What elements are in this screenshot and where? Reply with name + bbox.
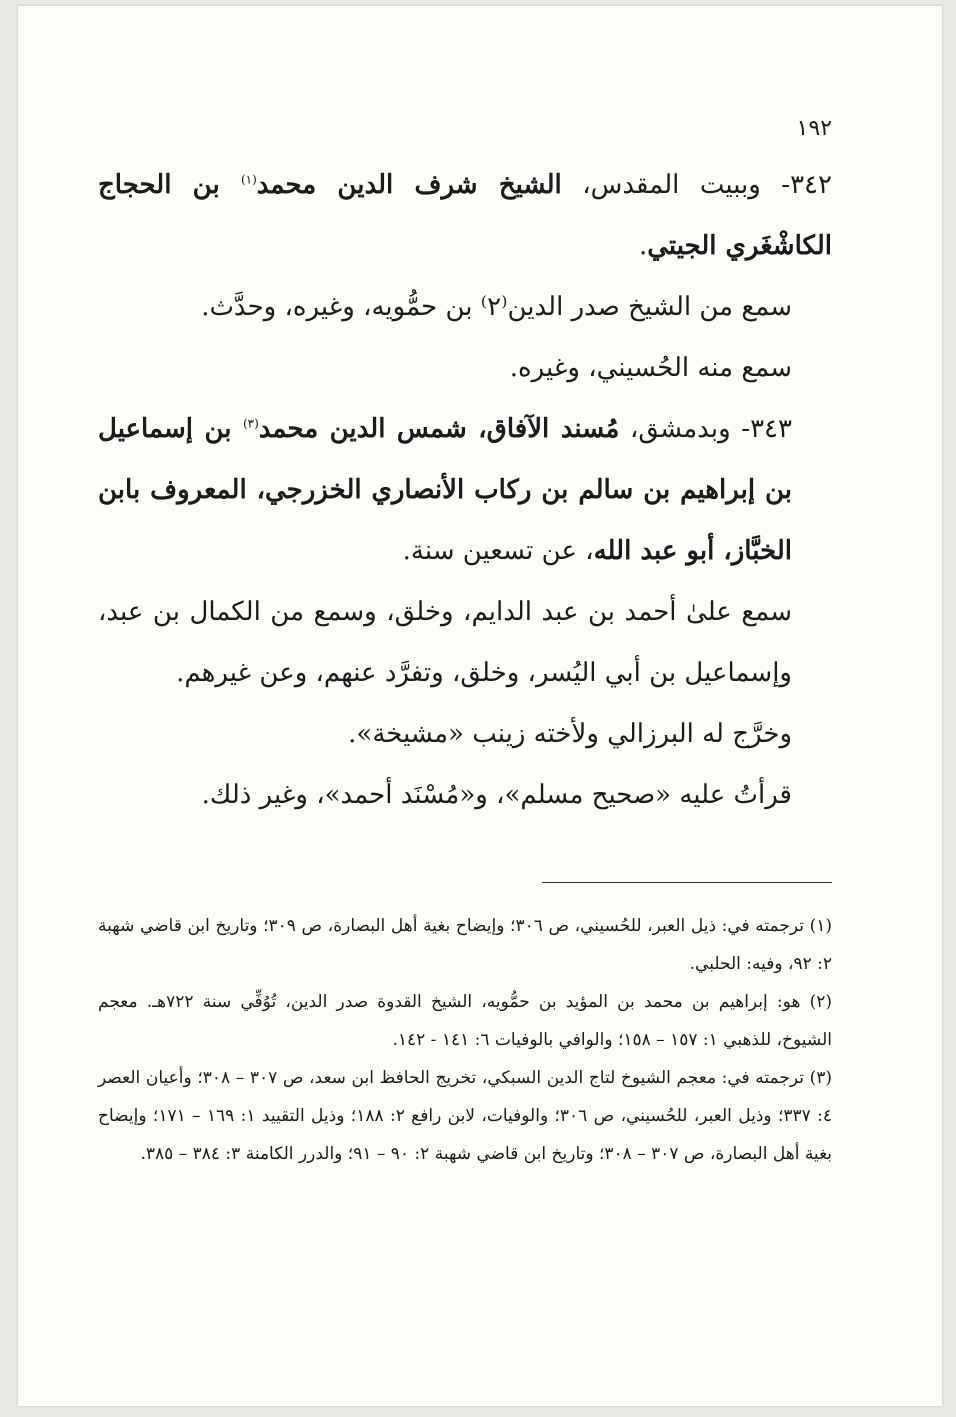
book-page [18, 6, 942, 1406]
entry-number: ٣٤٢- [760, 170, 832, 200]
entry-343-line: سمع علىٰ أحمد بن عبد الدايم، وخلق، وسمع من الكمال بن عبد، وإسماعيل بن أبي اليُسر، وخلق، وتفرَّد عنهم، وعن غيرهم. [98, 597, 792, 688]
entry-number: ٣٤٣- [730, 414, 792, 444]
entry-342-line: سمع منه الحُسيني، وغيره. [509, 353, 792, 383]
entry-location: وبدمشق، [619, 414, 731, 444]
footnote-divider [542, 882, 832, 883]
entry-name: مُسند الآفاق، شمس الدين محمد [258, 414, 620, 444]
entry-342-line: سمع من الشيخ صدر الدين⁽٢⁾ بن حمُّويه، وغيره، وحدَّث. [201, 292, 792, 322]
entry-name-cont: بن الحجاج الكاشْغَري الجيتي [98, 170, 832, 261]
footnote-1: (١) ترجمته في: ذيل العبر، للحُسيني، ص ٣٠٦؛ وإيضاح بغية أهل البصارة، ص ٣٠٩؛ وتاريخ ابن قاضي شهبة ٢: ٩٢، وفيه: الحلبي. [98, 916, 832, 974]
entry-name-cont: بن إسماعيل بن إبراهيم بن سالم بن ركاب الأنصاري الخزرجي، المعروف بابن الخبَّاز، أبو عبد الله [98, 414, 792, 566]
entry-heading-tail: ، عن تسعين سنة. [402, 536, 594, 566]
page-number: ١٩٢ [796, 116, 832, 141]
entry-343-line: وخرَّج له البرزالي ولأخته زينب «مشيخة». [348, 719, 792, 749]
entry-342-heading [98, 155, 832, 277]
entry-343-line: قرأتُ عليه «صحيح مسلم»، و«مُسْنَد أحمد»، وغير ذلك. [201, 780, 792, 810]
entry-location: وببيت المقدس، [561, 170, 761, 200]
footnote-ref: (١) [240, 172, 257, 187]
entry-name: الشيخ شرف الدين محمد [256, 170, 562, 200]
footnote-3: (٣) ترجمته في: معجم الشيوخ لتاج الدين السبكي، تخريج الحافظ ابن سعد، ص ٣٠٧ – ٣٠٨؛ وأعيان العصر ٤: ٣٣٧؛ وذيل العبر، للحُسيني، ص ٣٠٦؛ والوفيات، لابن رافع ٢: ١٨٨؛ وذيل التقييد ١: ١٦٩ – ١٧١؛ وإيضاح بغية أهل البصارة، ص ٣٠٧ – ٣٠٨؛ وتاريخ ابن قاضي شهبة ٢: ٩٠ – ٩١؛ والدرر الكامنة ٣: ٣٨٤ – ٣٨٥. [98, 1068, 833, 1164]
entry-heading-tail: . [638, 231, 648, 261]
footnote-2: (٢) هو: إبراهيم بن محمد بن المؤيد بن حمُّويه، الشيخ القدوة صدر الدين، تُوُفِّي سنة ٧٢٢هـ. معجم الشيوخ، للذهبي ١: ١٥٧ – ١٥٨؛ والوافي بالوفيات ٦: ١٤١ - ١٤٢. [98, 992, 832, 1050]
page-content [98, 116, 832, 1173]
entry-343-heading [98, 399, 832, 582]
footnote-ref: (٣) [242, 416, 259, 431]
